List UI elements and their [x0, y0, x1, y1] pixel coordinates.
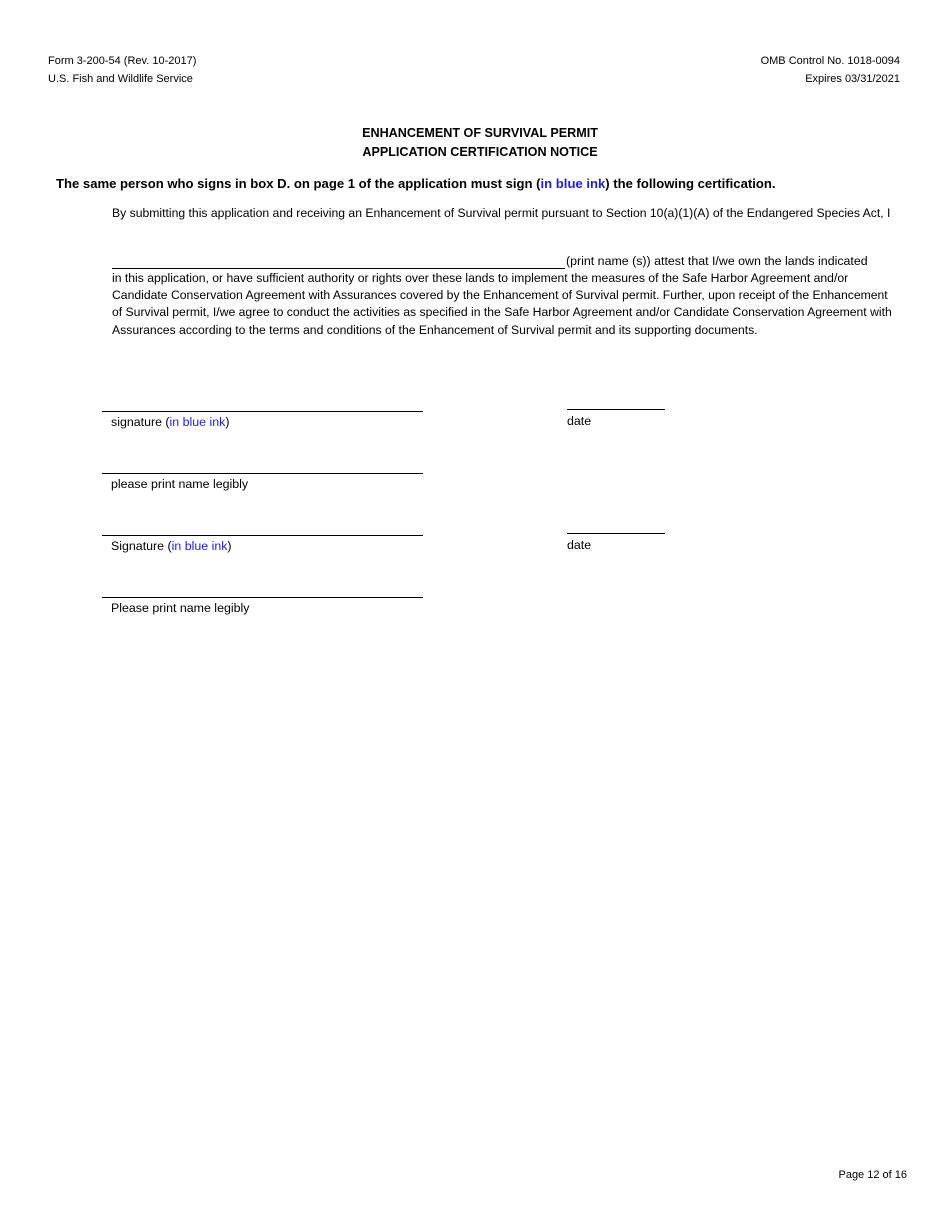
blue-ink-note: in blue ink: [171, 539, 228, 553]
page-number: Page 12 of 16: [838, 1169, 907, 1181]
print-name-label-1: please print name legibly: [111, 477, 249, 491]
instruction-text-before: The same person who signs in box D. on page 1 of the application must sign (: [56, 176, 541, 191]
certification-intro: By submitting this application and receiving an Enhancement of Survival permit pursuant to Section 10(a)(1)(A) of the Endangered Species Act, I: [112, 206, 891, 220]
signing-instruction: [56, 174, 776, 194]
print-name-line-1[interactable]: [102, 473, 423, 474]
date-label-2: date: [567, 538, 592, 552]
signature-label-1: signature (in blue ink): [111, 415, 230, 429]
print-name-field[interactable]: [112, 268, 565, 269]
page-subtitle: APPLICATION CERTIFICATION NOTICE: [362, 145, 598, 159]
signature-label-2: Signature (in blue ink): [111, 539, 232, 553]
signature-line-1[interactable]: [102, 411, 423, 412]
agency-name: U.S. Fish and Wildlife Service: [48, 73, 193, 85]
form-number: Form 3-200-54 (Rev. 10-2017): [48, 55, 197, 67]
instruction-blue-ink: in blue ink: [540, 176, 606, 191]
print-name-label-2: Please print name legibly: [111, 601, 250, 615]
print-name-line-2[interactable]: [102, 597, 423, 598]
blue-ink-note: in blue ink: [169, 415, 226, 429]
signature-line-2[interactable]: [102, 535, 423, 536]
expiration-date: Expires 03/31/2021: [805, 73, 900, 85]
print-name-label: (print name (s)) attest that I/we own the lands indicated: [566, 254, 868, 268]
omb-control-number: OMB Control No. 1018-0094: [760, 55, 900, 67]
date-label-1: date: [567, 414, 592, 428]
instruction-text-after: ) the following certification.: [605, 176, 776, 191]
date-line-1[interactable]: [567, 409, 665, 410]
page-title: ENHANCEMENT OF SURVIVAL PERMIT: [362, 126, 598, 140]
date-line-2[interactable]: [567, 533, 665, 534]
certification-body: in this application, or have sufficient authority or rights over these lands to implement the measures of the Safe Harbor Agreement and/or Candidate Conservation Agreement with Assurances covered by the Enhancement of Survival permit. Further, upon receipt of the Enhancement of Survival permit, I/we agree to conduct the activities as specified in the Safe Harbor Agreement and/or Candidate Conservation Agreement with Assurances according to the terms and conditions of the Enhancement of Survival permit and its supporting documents.: [112, 271, 892, 337]
